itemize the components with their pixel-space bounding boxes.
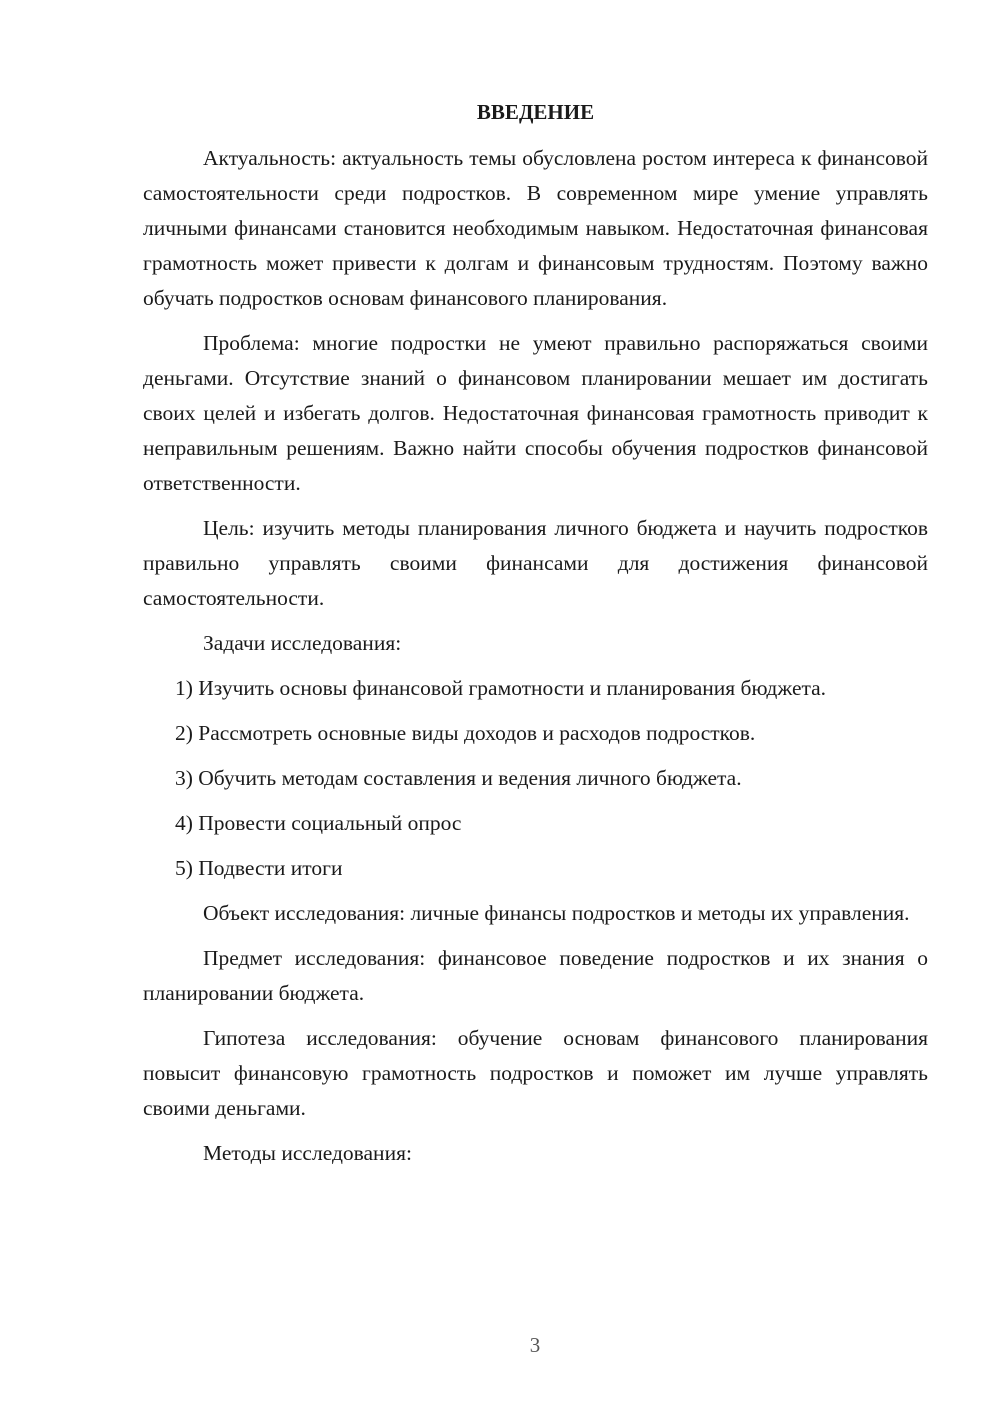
tasks-heading: Задачи исследования: bbox=[203, 631, 402, 655]
page-number: 3 bbox=[529, 1333, 541, 1357]
page-title: ВВЕДЕНИЕ bbox=[476, 100, 595, 124]
task-item-2: 2) Рассмотреть основные виды доходов и расходов подростков. bbox=[175, 721, 756, 745]
subject-paragraph: Предмет исследования: финансовое поведение подростков и их знания о планировании бюджета. bbox=[143, 946, 928, 1005]
problem-paragraph: Проблема: многие подростки не умеют правильно распоряжаться своими деньгами. Отсутствие знаний о финансовом планировании мешает им достигать своих целей и избегать долгов. Недостаточная финансовая грамотность приводит к неправильным решениям. Важно найти способы обучения подростков финансовой ответственности. bbox=[143, 331, 928, 495]
document-page bbox=[143, 95, 928, 1181]
task-item-4: 4) Провести социальный опрос bbox=[175, 811, 462, 835]
hypothesis-paragraph: Гипотеза исследования: обучение основам финансового планирования повысит финансовую грамотность подростков и поможет им лучше управлять своими деньгами. bbox=[143, 1026, 928, 1120]
task-item-5: 5) Подвести итоги bbox=[175, 856, 343, 880]
methods-heading: Методы исследования: bbox=[203, 1141, 412, 1165]
relevance-paragraph: Актуальность: актуальность темы обусловлена ростом интереса к финансовой самостоятельности среди подростков. В современном мире умение управлять личными финансами становится необходимым навыком. Недостаточная финансовая грамотность может привести к долгам и финансовым трудностям. Поэтому важно обучать подростков основам финансового планирования. bbox=[143, 146, 928, 310]
object-paragraph: Объект исследования: личные финансы подростков и методы их управления. bbox=[203, 901, 910, 925]
goal-paragraph: Цель: изучить методы планирования личного бюджета и научить подростков правильно управлять своими финансами для достижения финансовой самостоятельности. bbox=[143, 516, 928, 610]
task-item-1: 1) Изучить основы финансовой грамотности и планирования бюджета. bbox=[175, 676, 827, 700]
task-item-3: 3) Обучить методам составления и ведения личного бюджета. bbox=[175, 766, 742, 790]
